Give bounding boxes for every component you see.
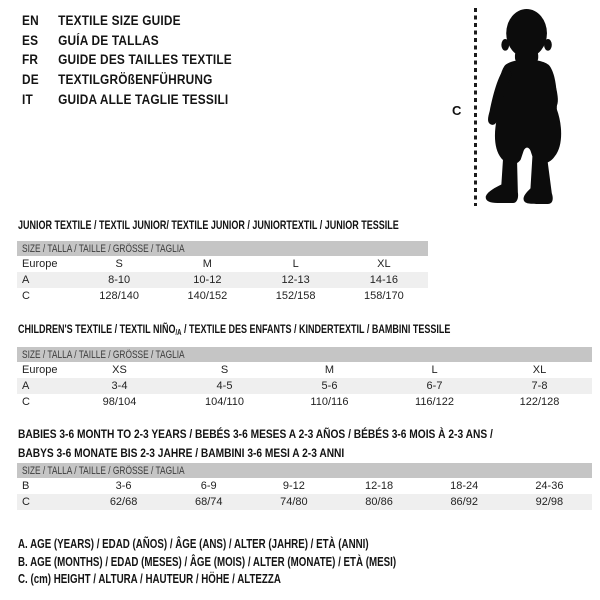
height-measure-dotted-line <box>474 8 477 206</box>
babies-section-title <box>18 425 493 463</box>
language-title: GUÍA DE TALLAS <box>58 32 159 48</box>
value-cell: 14-16 <box>340 272 428 288</box>
language-row-it <box>22 92 232 112</box>
row-label-cell: Europe <box>22 364 58 376</box>
language-row-en <box>22 13 232 33</box>
value-cell: 6-9 <box>200 480 217 492</box>
value-cell: 122/128 <box>519 396 560 408</box>
children-section-title <box>18 320 450 342</box>
children-title-prefix: CHILDREN'S TEXTILE / TEXTIL NIÑO <box>18 322 176 336</box>
babies-size-table <box>17 463 592 510</box>
value-cell: 4-5 <box>172 378 277 394</box>
language-title: TEXTILGRÖßENFÜHRUNG <box>58 72 213 88</box>
size-header-row <box>17 241 428 256</box>
language-code: EN <box>22 13 39 28</box>
row-label-cell: C <box>22 290 30 302</box>
language-title: GUIDE DES TAILLES TEXTILE <box>58 52 232 68</box>
babies-title-line1: BABIES 3-6 MONTH TO 2-3 YEARS / BEBÉS 3-6 MESES A 2-3 AÑOS / BÉBÉS 3-6 MOIS À 2-3 ANS / <box>18 427 493 441</box>
height-measure-label: C <box>452 103 462 118</box>
value-cell: 74/80 <box>251 494 336 510</box>
row-label-cell: C <box>22 396 30 408</box>
value-cell: 12-13 <box>252 272 340 288</box>
children-title-suffix: / TEXTILE DES ENFANTS / KINDERTEXTIL / BAMBINI TESSILE <box>181 322 451 336</box>
size-header-label: SIZE / TALLA / TAILLE / GRÖSSE / TAGLIA <box>22 242 185 255</box>
children-title-subscript: /A <box>175 328 182 337</box>
value-cell: 6-7 <box>382 378 487 394</box>
language-code: ES <box>22 32 39 48</box>
legend-note-b: B. AGE (MONTHS) / EDAD (MESES) / ÂGE (MOIS) / ALTER (MONATE) / ETÀ (MESI) <box>18 554 397 569</box>
language-title: TEXTILE SIZE GUIDE <box>58 13 181 28</box>
value-cell: 80/86 <box>336 494 421 510</box>
value-cell: L <box>431 364 438 376</box>
value-cell: 10-12 <box>163 272 251 288</box>
value-cell: 158/170 <box>363 290 404 302</box>
value-cell: 110/116 <box>310 396 349 408</box>
table-row <box>17 288 428 304</box>
value-cell: 152/158 <box>275 290 316 302</box>
value-cell: XL <box>532 364 547 376</box>
language-title-list <box>22 13 261 111</box>
legend-note-a: A. AGE (YEARS) / EDAD (AÑOS) / ÂGE (ANS) / ALTER (JAHRE) / ETÀ (ANNI) <box>18 537 369 551</box>
value-cell: M <box>324 364 335 376</box>
value-cell: 98/104 <box>102 396 137 408</box>
language-code: IT <box>22 91 33 107</box>
language-row-es <box>22 33 232 53</box>
value-cell: 104/110 <box>205 396 244 408</box>
legend-notes <box>18 536 396 589</box>
value-cell: 62/68 <box>81 494 166 510</box>
size-header-cell <box>17 241 428 256</box>
language-title: GUIDA ALLE TAGLIE TESSILI <box>58 91 229 107</box>
table-row <box>17 272 428 288</box>
babies-title-line2: BABYS 3-6 MONATE BIS 2-3 JAHRE / BAMBINI 3-6 MESI A 2-3 ANNI <box>18 446 345 460</box>
row-label-cell: C <box>17 494 81 510</box>
size-header-cell <box>17 347 592 362</box>
value-cell: 7-8 <box>487 378 592 394</box>
size-header-row <box>17 347 592 362</box>
value-cell: 116/122 <box>415 396 454 408</box>
row-label-cell: Europe <box>22 258 58 270</box>
value-cell: 18-24 <box>450 480 479 492</box>
value-cell: XS <box>112 364 127 376</box>
value-cell: XL <box>377 258 391 270</box>
value-cell: 140/152 <box>187 290 228 302</box>
language-code: DE <box>22 72 39 88</box>
value-cell: 68/74 <box>166 494 251 510</box>
value-cell: 92/98 <box>507 494 592 510</box>
table-row <box>17 478 592 494</box>
value-cell: 12-18 <box>364 480 394 492</box>
value-cell: 86/92 <box>422 494 507 510</box>
table-row <box>17 256 428 272</box>
value-cell: L <box>292 258 299 270</box>
size-header-row <box>17 463 592 478</box>
row-label-cell: A <box>17 378 67 394</box>
toddler-silhouette-image <box>481 3 578 207</box>
value-cell: S <box>115 258 123 270</box>
table-row <box>17 378 592 394</box>
junior-size-table <box>17 241 428 304</box>
table-row <box>17 494 592 510</box>
language-row-fr <box>22 52 232 72</box>
value-cell: S <box>220 364 229 376</box>
size-header-label: SIZE / TALLA / TAILLE / GRÖSSE / TAGLIA <box>22 348 185 361</box>
value-cell: 24-36 <box>535 480 564 492</box>
value-cell: 128/140 <box>99 290 139 302</box>
size-header-cell <box>17 463 592 478</box>
value-cell: 3-6 <box>115 480 132 492</box>
size-header-label: SIZE / TALLA / TAILLE / GRÖSSE / TAGLIA <box>22 464 185 477</box>
children-size-table <box>17 347 592 410</box>
table-row <box>17 394 592 410</box>
legend-note-c: C. (cm) HEIGHT / ALTURA / HAUTEUR / HÖHE / ALTEZZA <box>18 572 281 587</box>
table-row <box>17 362 592 378</box>
junior-section-title: JUNIOR TEXTILE / TEXTIL JUNIOR/ TEXTILE JUNIOR / JUNIORTEXTIL / JUNIOR TESSILE <box>18 218 399 232</box>
language-row-de <box>22 72 232 92</box>
value-cell: 5-6 <box>277 378 382 394</box>
value-cell: 3-4 <box>67 378 172 394</box>
value-cell: 8-10 <box>75 272 163 288</box>
language-code: FR <box>22 52 39 68</box>
row-label-cell: A <box>17 272 75 288</box>
row-label-cell: B <box>22 480 30 492</box>
value-cell: 9-12 <box>282 480 305 492</box>
value-cell: M <box>202 258 212 270</box>
